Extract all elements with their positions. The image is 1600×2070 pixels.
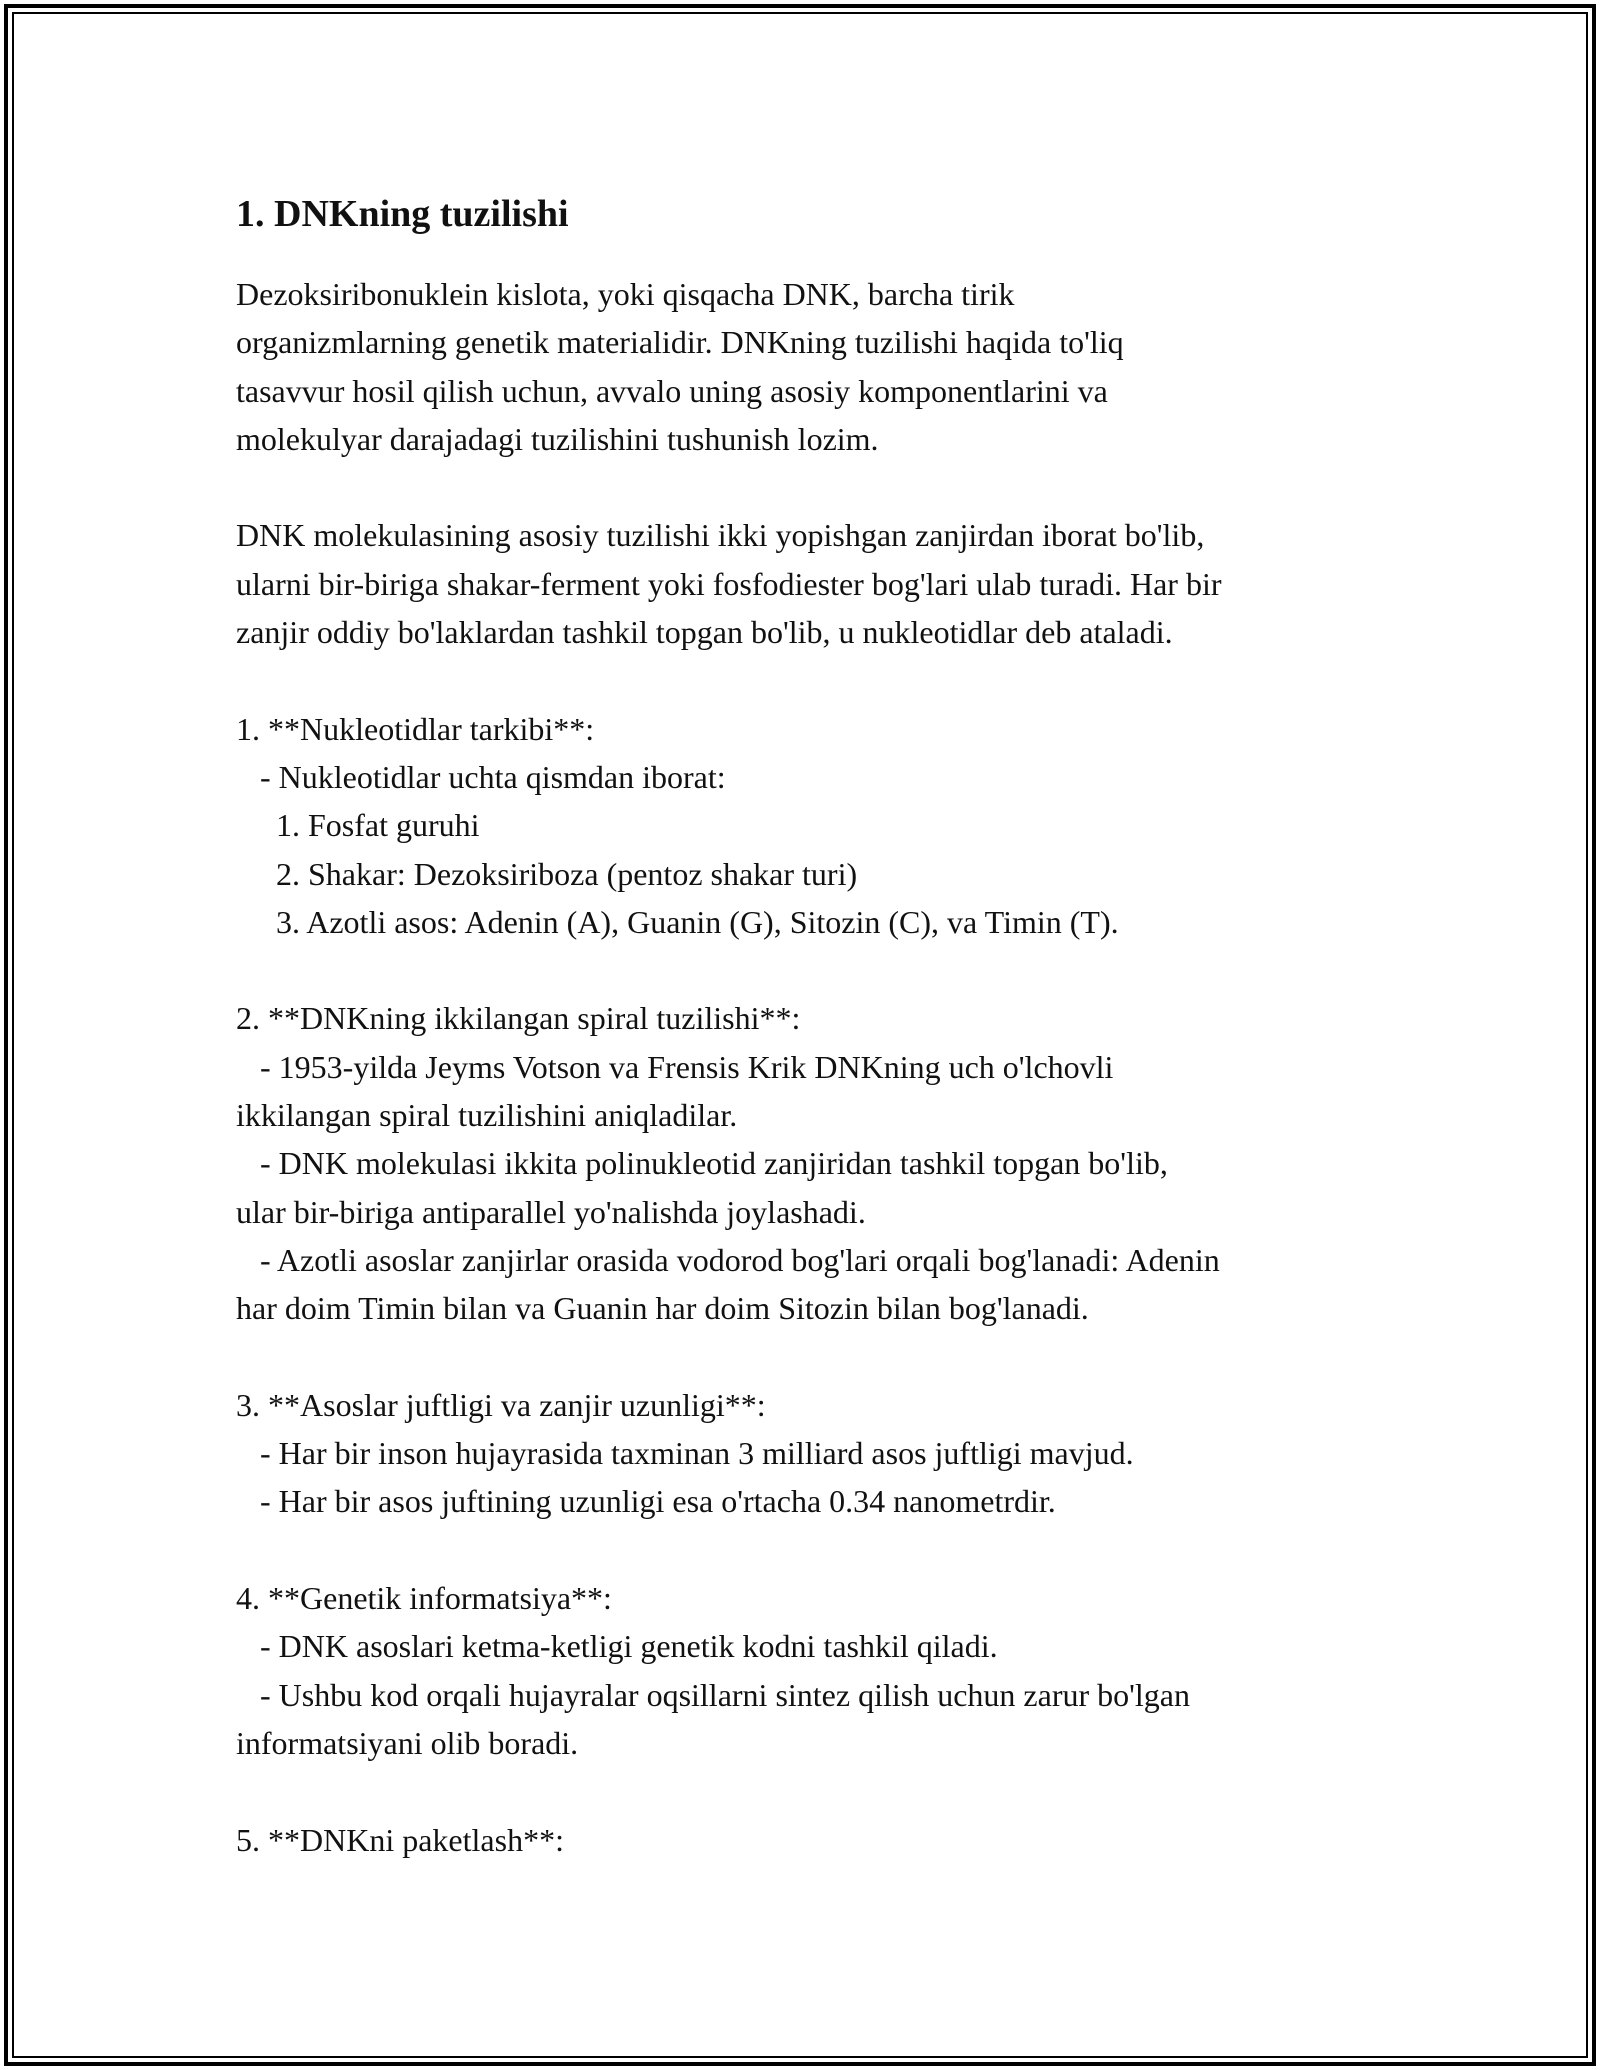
section-nucleotides bbox=[236, 705, 1416, 946]
list-item: 2. Shakar: Dezoksiriboza (pentoz shakar turi) bbox=[236, 855, 858, 892]
text-line: Dezoksiribonuklein kislota, yoki qisqacha DNK, barcha tirik bbox=[236, 276, 1015, 312]
paragraph-gap bbox=[236, 1333, 1416, 1381]
text-line: - Har bir inson hujayrasida taxminan 3 milliard asos juftligi mavjud. bbox=[236, 1435, 1134, 1472]
text-line: tasavvur hosil qilish uchun, avvalo uning asosiy komponentlarini va bbox=[236, 372, 1108, 409]
text-line: - Azotli asoslar zanjirlar orasida vodorod bog'lari orqali bog'lanadi: Adenin bbox=[236, 1241, 1220, 1278]
text-line: organizmlarning genetik materialidir. DNKning tuzilishi haqida to'liq bbox=[236, 324, 1124, 361]
text-line: zanjir oddiy bo'laklardan tashkil topgan bo'lib, u nukleotidlar deb ataladi. bbox=[236, 614, 1173, 651]
paragraph-gap bbox=[236, 1526, 1416, 1574]
text-line: - 1953-yilda Jeyms Votson va Frensis Krik DNKning uch o'lchovli bbox=[236, 1048, 1114, 1085]
paragraph-gap bbox=[236, 1767, 1416, 1815]
text-line: har doim Timin bilan va Guanin har doim Sitozin bilan bog'lanadi. bbox=[236, 1290, 1089, 1327]
text-line: - Nukleotidlar uchta qismdan iborat: bbox=[236, 758, 726, 795]
text-line: DNK molekulasining asosiy tuzilishi ikki yopishgan zanjirdan iborat bo'lib, bbox=[236, 517, 1205, 554]
section-genetic-information bbox=[236, 1574, 1416, 1767]
text-line: - DNK asoslari ketma-ketligi genetik kodni tashkil qiladi. bbox=[236, 1628, 998, 1665]
list-item: 1. Fosfat guruhi bbox=[236, 807, 480, 844]
text-line: molekulyar darajadagi tuzilishini tushunish lozim. bbox=[236, 420, 879, 457]
document-body bbox=[236, 186, 1416, 1864]
section-heading: 2. **DNKning ikkilangan spiral tuzilishi**: bbox=[236, 1000, 801, 1037]
text-line: informatsiyani olib boradi. bbox=[236, 1724, 579, 1761]
section-heading: 5. **DNKni paketlash**: bbox=[236, 1821, 564, 1858]
list-item: 3. Azotli asos: Adenin (A), Guanin (G), Sitozin (C), va Timin (T). bbox=[236, 903, 1119, 940]
section-heading: 3. **Asoslar juftligi va zanjir uzunligi**: bbox=[236, 1386, 766, 1423]
intro-paragraph bbox=[236, 270, 1416, 463]
paragraph-gap bbox=[236, 946, 1416, 994]
section-base-pairs bbox=[236, 1381, 1416, 1526]
section-packaging bbox=[236, 1816, 1416, 1864]
section-heading: 4. **Genetik informatsiya**: bbox=[236, 1580, 612, 1617]
section-heading: 1. **Nukleotidlar tarkibi**: bbox=[236, 710, 595, 747]
text-line: ularni bir-biriga shakar-ferment yoki fosfodiester bog'lari ulab turadi. Har bir bbox=[236, 565, 1222, 602]
paragraph-gap bbox=[236, 463, 1416, 511]
page-title: 1. DNKning tuzilishi bbox=[236, 193, 569, 235]
text-line: - Har bir asos juftining uzunligi esa o'rtacha 0.34 nanometrdir. bbox=[236, 1483, 1056, 1520]
text-line: ular bir-biriga antiparallel yo'nalishda joylashadi. bbox=[236, 1193, 866, 1230]
text-line: ikkilangan spiral tuzilishini aniqladilar. bbox=[236, 1097, 738, 1134]
text-line: - DNK molekulasi ikkita polinukleotid zanjiridan tashkil topgan bo'lib, bbox=[236, 1145, 1168, 1182]
text-line: - Ushbu kod orqali hujayralar oqsillarni sintez qilish uchun zarur bo'lgan bbox=[236, 1676, 1190, 1713]
structure-paragraph bbox=[236, 511, 1416, 656]
paragraph-gap bbox=[236, 656, 1416, 704]
section-double-helix bbox=[236, 994, 1416, 1332]
